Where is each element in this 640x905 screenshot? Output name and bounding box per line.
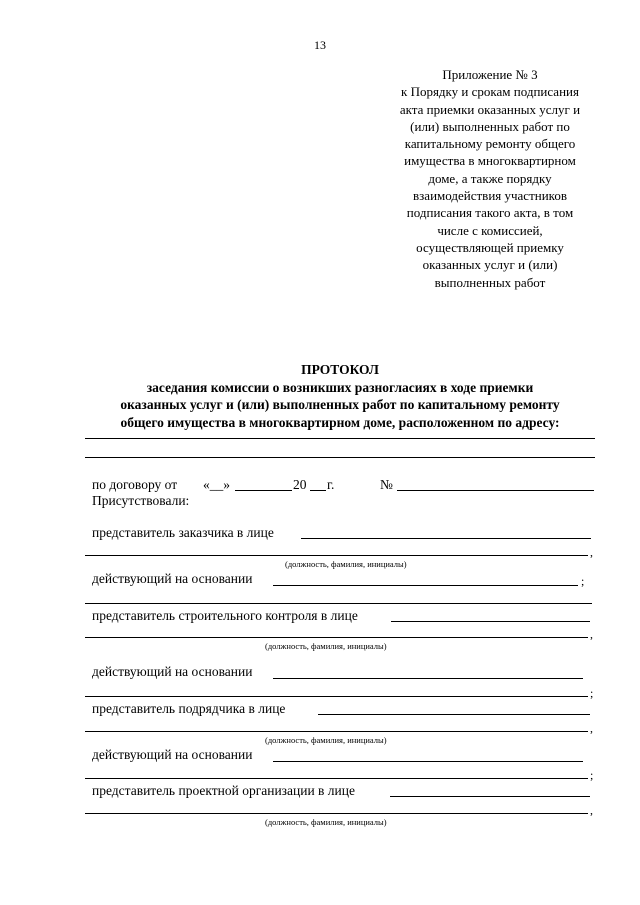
- appendix-header: [370, 66, 610, 291]
- caption-position-name: (должность, фамилия, инициалы): [265, 641, 387, 651]
- customer-basis-label: действующий на основании: [92, 571, 253, 586]
- customer-basis-field-cont[interactable]: [85, 603, 592, 604]
- customer-rep-field[interactable]: [301, 538, 591, 539]
- address-line[interactable]: [85, 438, 595, 439]
- contract-year-prefix: 20: [293, 477, 307, 492]
- appendix-line: к Порядку и срокам подписания: [401, 84, 579, 100]
- title-line: оказанных услуг и (или) выполненных работ по капитальному ремонту: [120, 397, 560, 412]
- design-org-rep-field-cont[interactable]: [85, 813, 588, 814]
- contract-month-field[interactable]: [235, 490, 292, 491]
- appendix-line: имущества в многоквартирном: [404, 153, 576, 169]
- appendix-line: акта приемки оказанных услуг и: [399, 101, 581, 117]
- customer-rep-field-cont[interactable]: [85, 555, 588, 556]
- contractor-basis-field[interactable]: [273, 761, 583, 762]
- semicolon: ;: [590, 768, 594, 782]
- design-org-rep-label: представитель проектной организации в лице: [92, 783, 355, 798]
- contractor-basis-label: действующий на основании: [92, 747, 253, 762]
- contractor-rep-label: представитель подрядчика в лице: [92, 701, 286, 716]
- contractor-rep-field[interactable]: [318, 714, 590, 715]
- appendix-line: (или) выполненных работ по: [410, 118, 570, 134]
- appendix-line: взаимодействия участников: [413, 188, 567, 204]
- present-label: Присутствовали:: [92, 493, 190, 508]
- semicolon: ;: [581, 574, 585, 588]
- caption-position-name: (должность, фамилия, инициалы): [265, 817, 387, 827]
- title-line: заседания комиссии о возникших разногласиях в ходе приемки: [146, 379, 534, 395]
- construction-control-rep-label: представитель строительного контроля в лице: [92, 608, 358, 623]
- construction-control-basis-field-cont[interactable]: [85, 696, 588, 697]
- appendix-line: подписания такого акта, в том: [406, 205, 574, 221]
- appendix-line: доме, а также порядку: [428, 170, 552, 186]
- contract-year-field[interactable]: [310, 490, 326, 491]
- contractor-basis-field-cont[interactable]: [85, 778, 588, 779]
- comma: ,: [590, 627, 593, 641]
- appendix-line: осуществляющей приемку: [416, 239, 564, 255]
- title-heading: ПРОТОКОЛ: [301, 362, 379, 377]
- comma: ,: [590, 803, 593, 817]
- construction-control-basis-field[interactable]: [273, 678, 583, 679]
- customer-rep-label: представитель заказчика в лице: [92, 525, 274, 540]
- construction-control-rep-field[interactable]: [391, 621, 590, 622]
- construction-control-rep-field-cont[interactable]: [85, 637, 588, 638]
- document-title: [60, 361, 620, 431]
- comma: ,: [590, 721, 593, 735]
- contract-prefix: по договору от: [92, 477, 178, 492]
- caption-position-name: (должность, фамилия, инициалы): [285, 559, 407, 569]
- semicolon: ;: [590, 686, 594, 700]
- customer-basis-field[interactable]: [273, 585, 578, 586]
- caption-position-name: (должность, фамилия, инициалы): [265, 735, 387, 745]
- appendix-line: оказанных услуг и (или): [422, 257, 558, 273]
- appendix-line: Приложение № 3: [442, 67, 538, 82]
- address-line[interactable]: [85, 457, 595, 458]
- contract-year-suffix: г.: [327, 477, 335, 492]
- page-number: 13: [314, 38, 326, 52]
- contract-number-sign: №: [380, 477, 393, 492]
- contractor-rep-field-cont[interactable]: [85, 731, 588, 732]
- contract-day-field[interactable]: «__»: [203, 477, 230, 492]
- contract-number-field[interactable]: [397, 490, 594, 491]
- title-line: общего имущества в многоквартирном доме, расположенном по адресу:: [120, 414, 560, 430]
- comma: ,: [590, 545, 593, 559]
- appendix-line: капитальному ремонту общего: [404, 136, 576, 152]
- appendix-line: выполненных работ: [434, 274, 546, 290]
- construction-control-basis-label: действующий на основании: [92, 664, 253, 679]
- design-org-rep-field[interactable]: [390, 796, 590, 797]
- appendix-line: числе с комиссией,: [437, 222, 543, 238]
